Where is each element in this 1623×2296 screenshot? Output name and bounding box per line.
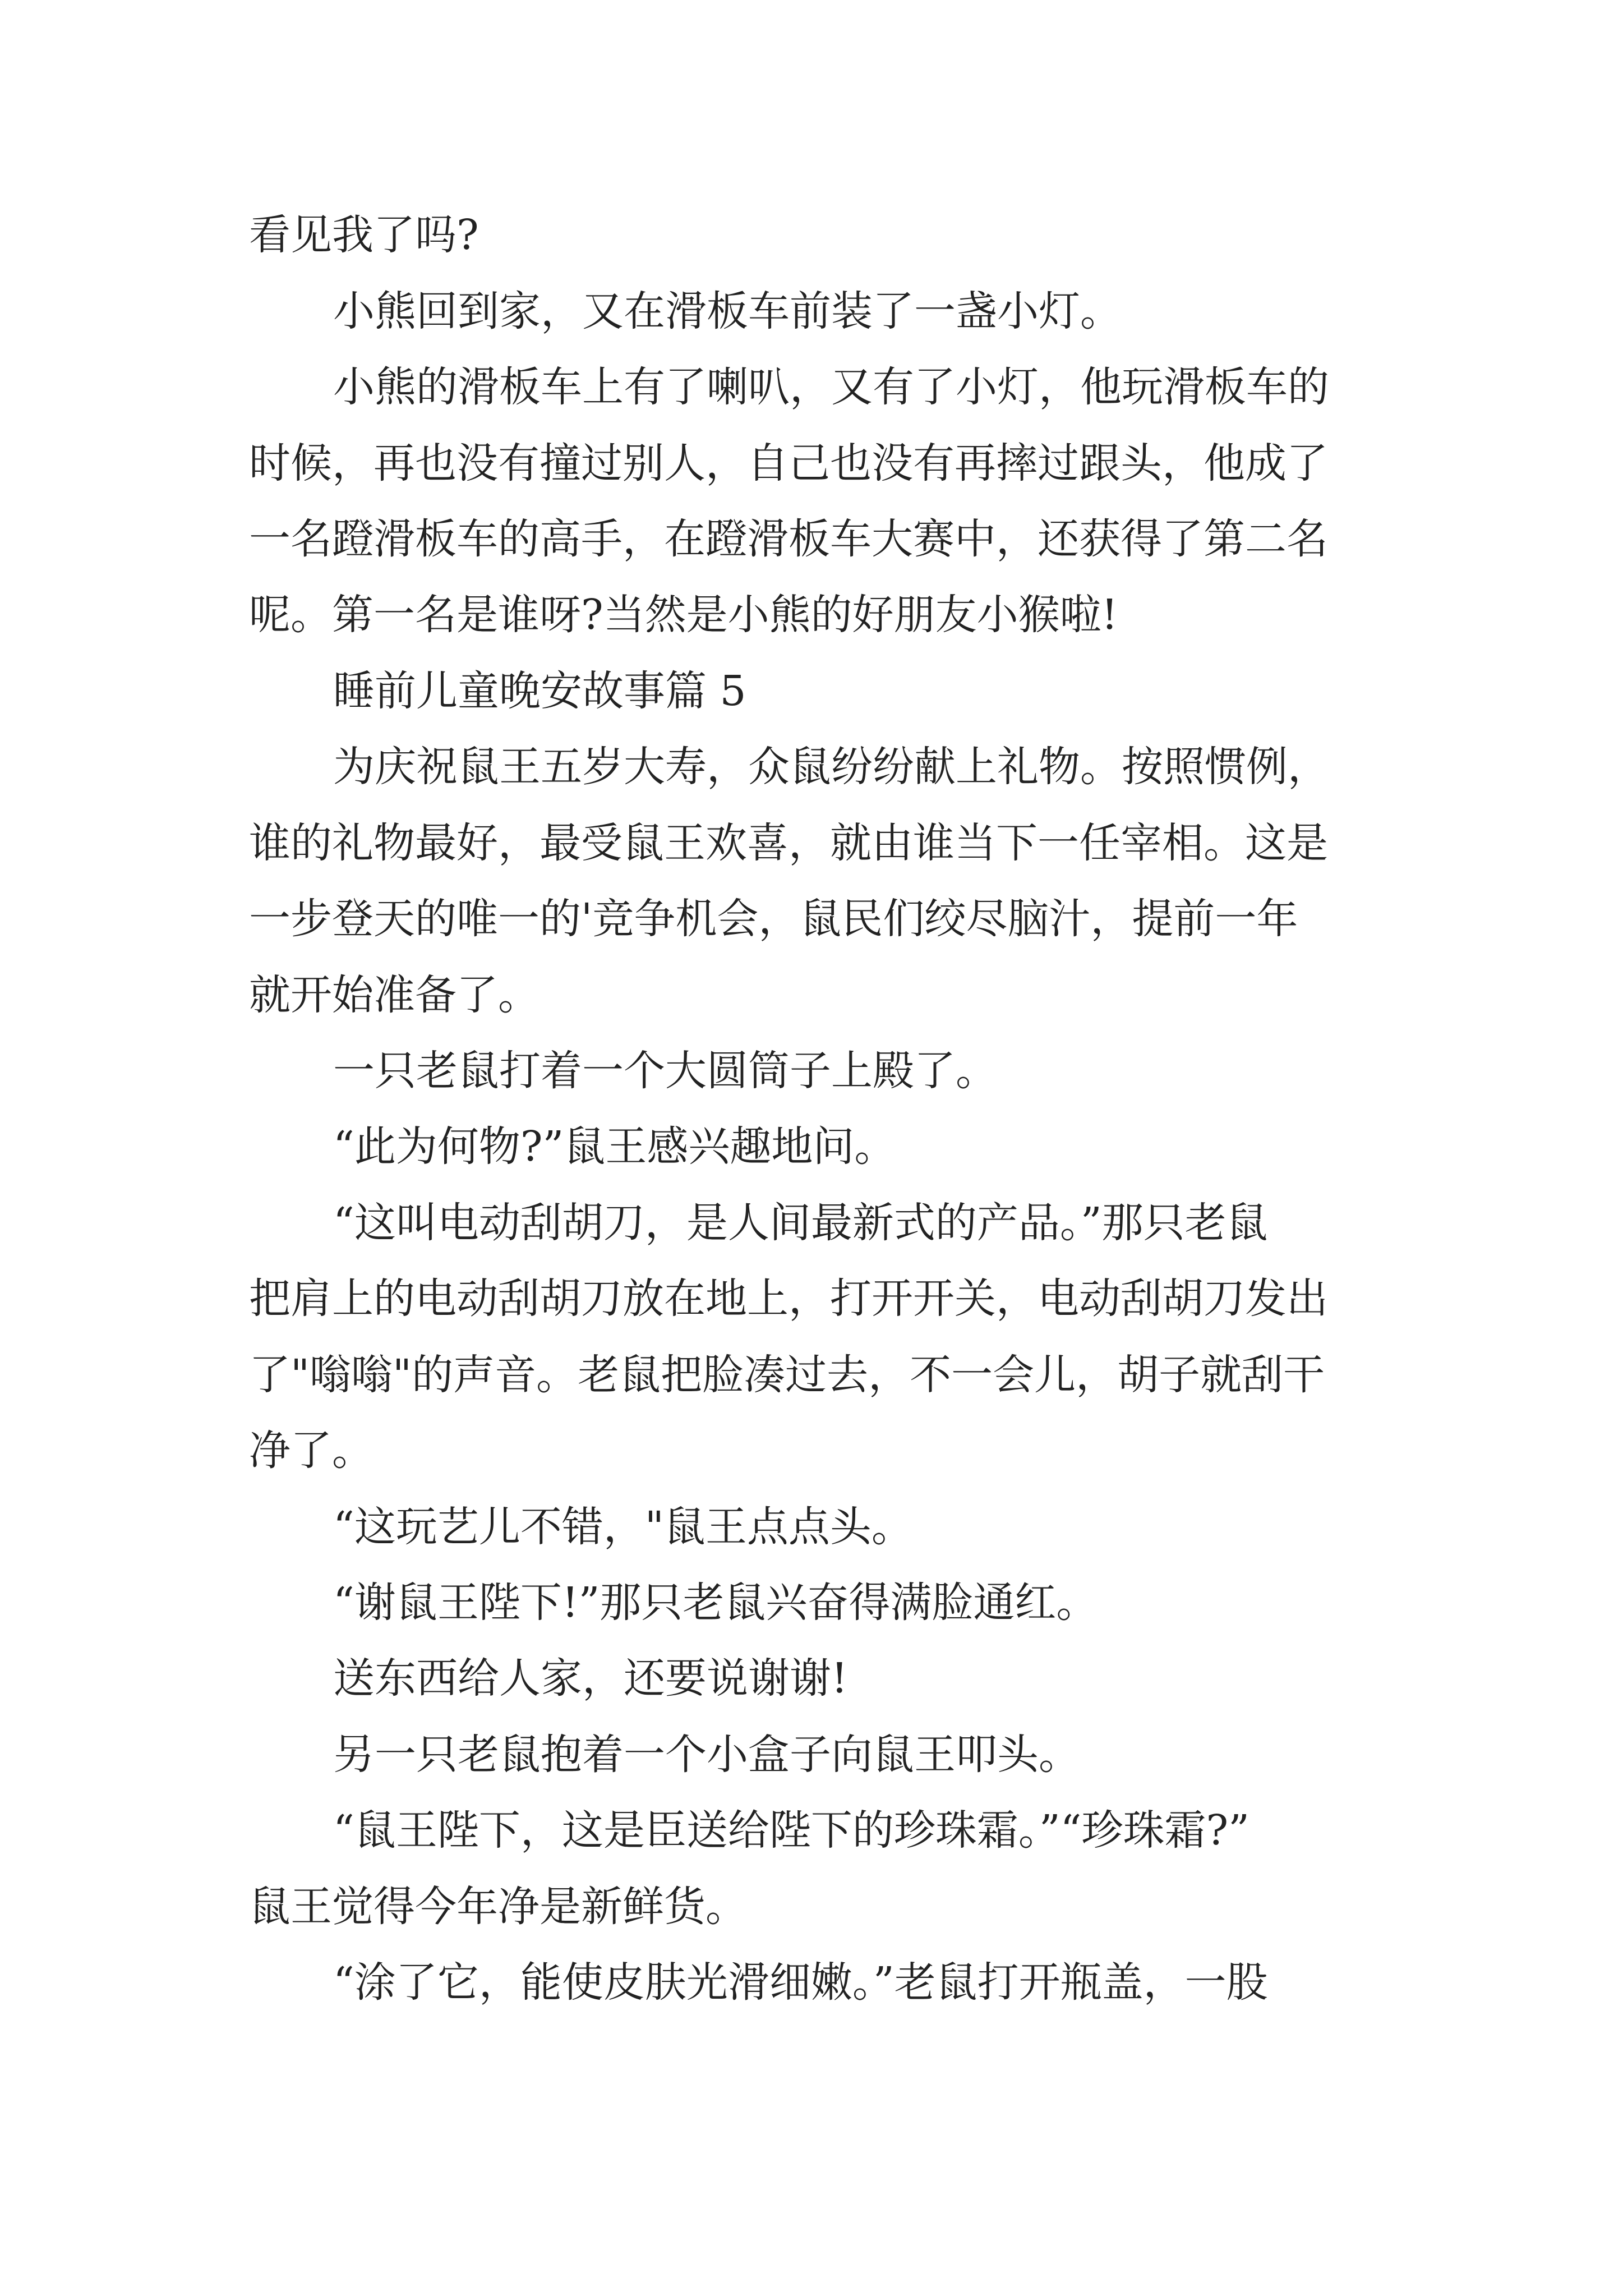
text-line: 把肩上的电动刮胡刀放在地上，打开开关，电动刮胡刀发出 — [249, 1274, 1328, 1323]
text-line: 小熊回到家，又在滑板车前装了一盏小灯。 — [333, 287, 1122, 335]
text-line: 一名蹬滑板车的高手，在蹬滑板车大赛中，还获得了第二名 — [249, 515, 1328, 563]
text-line: 一步登天的唯一的'竞争机会，鼠民们绞尽脑汁，提前一年 — [249, 895, 1298, 943]
text-line: 呢。第一名是谁呀?当然是小熊的好朋友小猴啦! — [249, 591, 1118, 639]
text-line: 一只老鼠打着一个大圆筒子上殿了。 — [333, 1047, 997, 1095]
text-line: “涂了它，能使皮肤光滑细嫩。”老鼠打开瓶盖，一股 — [333, 1958, 1268, 2007]
text-line: 净了。 — [249, 1427, 374, 1475]
text-line: “鼠王陛下，这是臣送给陛下的珍珠霜。”“珍珠霜?” — [333, 1806, 1249, 1855]
text-line: 为庆祝鼠王五岁大寿，众鼠纷纷献上礼物。按照惯例， — [333, 743, 1329, 791]
text-line: 看见我了吗? — [249, 211, 479, 259]
text-line: 谁的礼物最好，最受鼠王欢喜，就由谁当下一任宰相。这是 — [249, 819, 1328, 867]
text-line: “这玩艺儿不错，"鼠王点点头。 — [333, 1503, 913, 1551]
text-line: 了"嗡嗡"的声音。老鼠把脸凑过去，不一会儿，胡子就刮干 — [249, 1351, 1325, 1399]
text-line: 送东西给人家，还要说谢谢! — [333, 1654, 848, 1703]
text-line: 另一只老鼠抱着一个小盒子向鼠王叩头。 — [333, 1731, 1080, 1779]
text-line: 鼠王觉得今年净是新鲜货。 — [249, 1883, 747, 1931]
text-line: “谢鼠王陛下!”那只老鼠兴奋得满脸通红。 — [333, 1579, 1098, 1627]
text-line: 就开始准备了。 — [249, 971, 540, 1019]
section-heading: 睡前儿童晚安故事篇 5 — [333, 667, 746, 715]
text-line: 小熊的滑板车上有了喇叭，又有了小灯，他玩滑板车的 — [333, 363, 1329, 411]
text-line: “这叫电动刮胡刀，是人间最新式的产品。”那只老鼠 — [333, 1199, 1268, 1247]
text-line: 时候，再也没有撞过别人，自己也没有再摔过跟头，他成了 — [249, 439, 1328, 487]
text-line: “此为何物?”鼠王感兴趣地问。 — [333, 1122, 896, 1171]
